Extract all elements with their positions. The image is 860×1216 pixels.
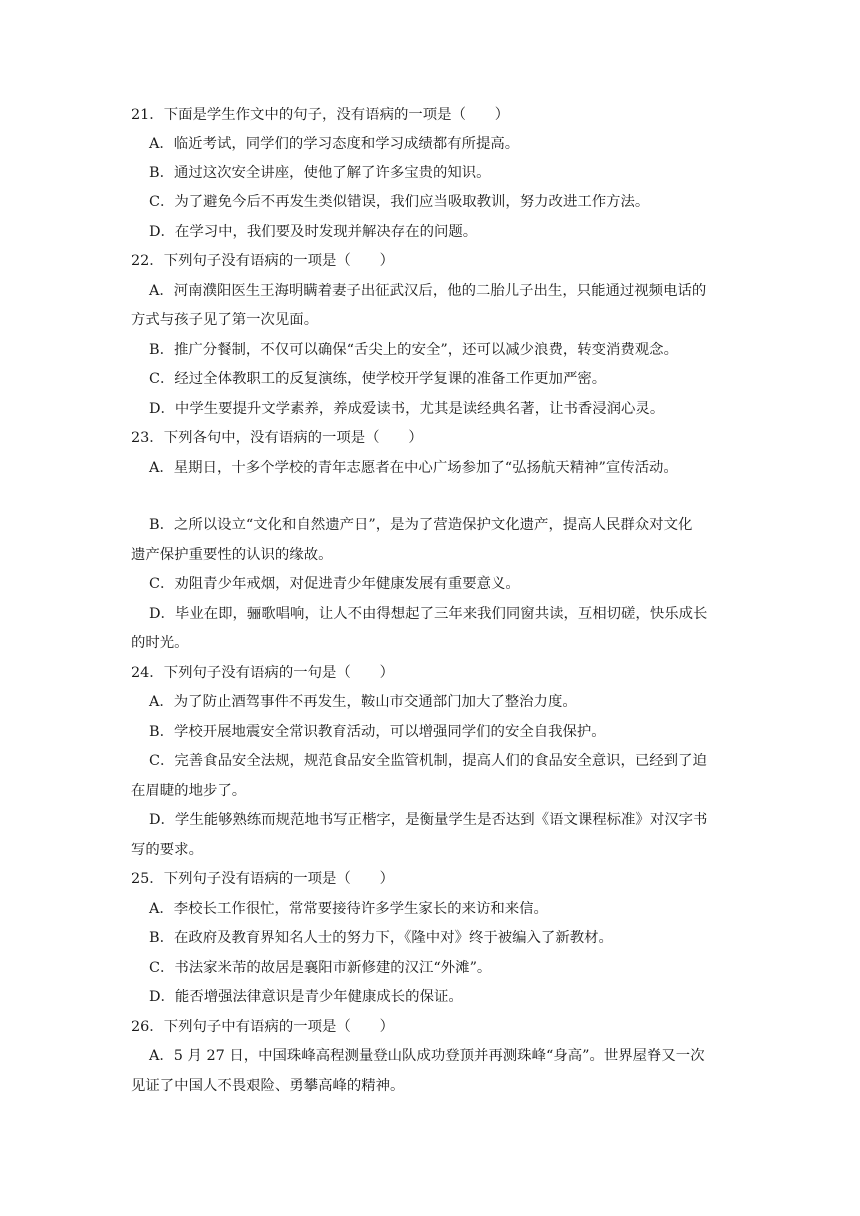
question-21-option-d: D．在学习中，我们要及时发现并解决存在的问题。 <box>149 224 478 240</box>
question-24-option-a: A．为了防止酒驾事件不再发生，鞍山市交通部门加大了整治力度。 <box>149 694 577 710</box>
question-24-option-c-continued: 在眉睫的地步了。 <box>131 783 247 799</box>
question-23-option-a: A．星期日，十多个学校的青年志愿者在中心广场参加了“弘扬航天精神”宣传活动。 <box>149 460 678 476</box>
question-22-stem: 22．下列句子没有语病的一项是（ ） <box>131 253 394 269</box>
question-26-stem: 26．下列句子中有语病的一项是（ ） <box>131 1019 394 1035</box>
question-23-option-c: C．劝阻青少年戒烟，对促进青少年健康发展有重要意义。 <box>149 576 520 592</box>
question-22-option-a-continued: 方式与孩子见了第一次见面。 <box>131 312 319 328</box>
question-21-option-c: C．为了避免今后不再发生类似错误，我们应当吸取教训，努力改进工作方法。 <box>149 194 650 210</box>
question-21-option-b: B．通过这次安全讲座，使他了解了许多宝贵的知识。 <box>149 165 491 181</box>
question-23-stem: 23．下列各句中，没有语病的一项是（ ） <box>131 430 423 446</box>
question-25-option-c: C．书法家米芾的故居是襄阳市新修建的汉江“外滩”。 <box>149 960 492 976</box>
question-25-stem: 25．下列句子没有语病的一项是（ ） <box>131 871 394 887</box>
question-23-option-d-continued: 的时光。 <box>131 635 189 651</box>
question-24-stem: 24．下列句子没有语病的一句是（ ） <box>131 665 394 681</box>
question-23-option-b-continued: 遗产保护重要性的认识的缘故。 <box>131 547 333 563</box>
question-25-option-b: B．在政府及教育界知名人士的努力下，《隆中对》终于被编入了新教材。 <box>149 930 613 946</box>
question-21-option-a: A．临近考试，同学们的学习态度和学习成绩都有所提高。 <box>149 136 520 152</box>
question-23-option-b: B．之所以设立“文化和自然遗产日”，是为了营造保护文化遗产，提高人民群众对文化 <box>149 517 693 533</box>
question-24-option-c: C．完善食品安全法规，规范食品安全监管机制，提高人们的食品安全意识，已经到了迫 <box>149 753 707 769</box>
question-22-option-b: B．推广分餐制，不仅可以确保“舌尖上的安全”，还可以减少浪费，转变消费观念。 <box>149 342 678 358</box>
question-22-option-d: D．中学生要提升文学素养，养成爱读书，尤其是读经典名著，让书香浸润心灵。 <box>149 401 665 417</box>
question-26-option-a-continued: 见证了中国人不畏艰险、勇攀高峰的精神。 <box>131 1078 405 1094</box>
question-22-option-c: C．经过全体教职工的反复演练，使学校开学复课的准备工作更加严密。 <box>149 371 607 387</box>
question-25-option-d: D．能否增强法律意识是青少年健康成长的保证。 <box>149 989 463 1005</box>
question-24-option-d-continued: 写的要求。 <box>131 842 203 858</box>
question-24-option-d: D．学生能够熟练而规范地书写正楷字，是衡量学生是否达到《语文课程标准》对汉字书 <box>149 812 708 828</box>
question-21-stem: 21．下面是学生作文中的句子，没有语病的一项是（ ） <box>131 107 510 123</box>
question-22-option-a: A．河南濮阳医生王海明瞒着妻子出征武汉后，他的二胎儿子出生，只能通过视频电话的 <box>149 283 707 299</box>
question-26-option-a: A．5 月 27 日，中国珠峰高程测量登山队成功登顶并再测珠峰“身高”。世界屋脊又一次 <box>149 1048 705 1064</box>
question-24-option-b: B．学校开展地震安全常识教育活动，可以增强同学们的安全自我保护。 <box>149 724 606 740</box>
question-23-option-d: D．毕业在即，骊歌唱响，让人不由得想起了三年来我们同窗共读，互相切磋，快乐成长 <box>149 606 708 622</box>
question-25-option-a: A．李校长工作很忙，常常要接待许多学生家长的来访和来信。 <box>149 901 548 917</box>
